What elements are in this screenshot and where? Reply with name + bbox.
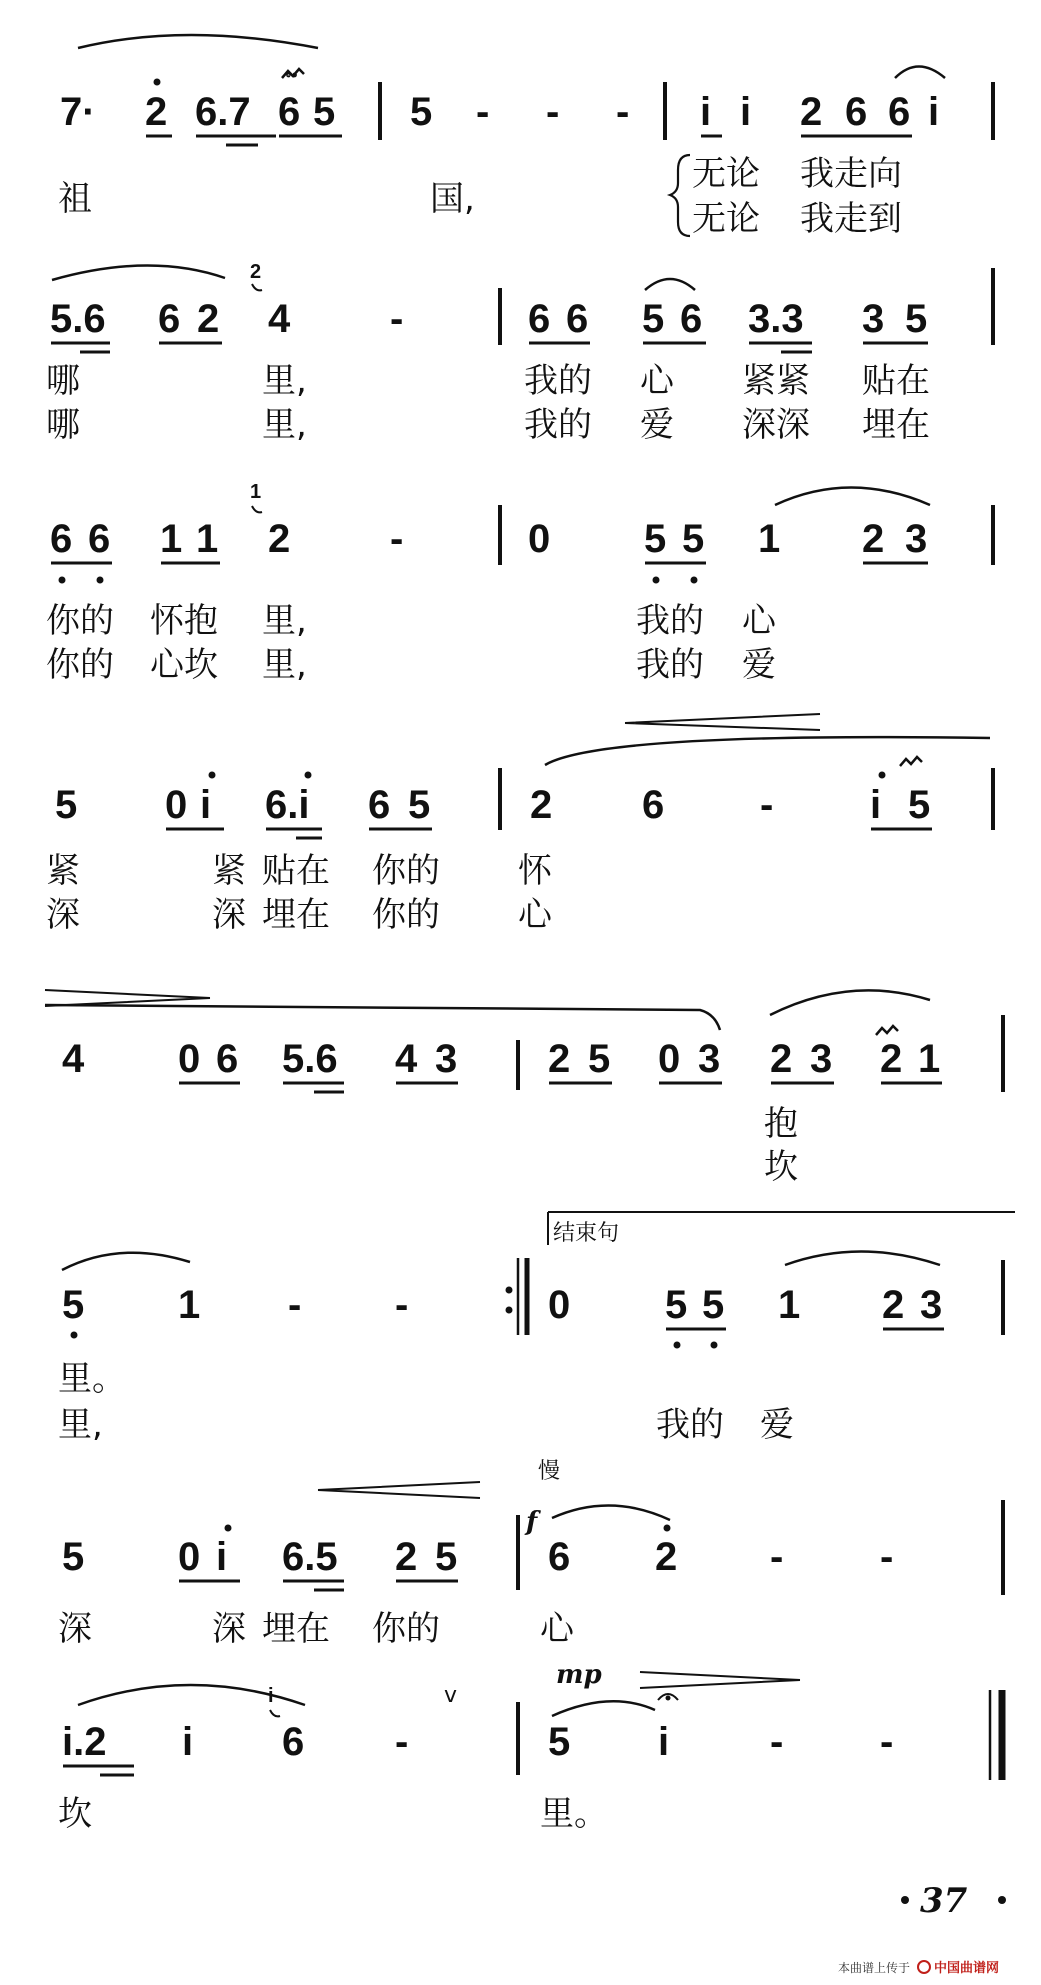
- octave-dot: [71, 1332, 78, 1339]
- note: -: [760, 783, 774, 827]
- note: i: [182, 1720, 194, 1764]
- note: -: [390, 517, 404, 561]
- mordent-icon: [876, 1026, 898, 1035]
- note: 4: [62, 1037, 85, 1081]
- note: 3: [905, 517, 928, 561]
- lyric-syllable: 心: [640, 361, 674, 401]
- page-number-dot: [998, 1896, 1006, 1904]
- note: 2: [655, 1535, 678, 1579]
- note: -: [395, 1283, 409, 1327]
- note: 5: [682, 517, 705, 561]
- note: 6: [528, 297, 551, 341]
- lyric-syllable: 深: [212, 895, 246, 935]
- lyric-syllable: 坎: [764, 1147, 798, 1187]
- note: 2: [770, 1037, 793, 1081]
- slur-mark: [78, 35, 318, 48]
- lyric-syllable: 心: [540, 1609, 574, 1649]
- site-logo-icon: [918, 1961, 930, 1973]
- diminuendo-hairpin: [640, 1672, 800, 1688]
- note: 5: [62, 1535, 85, 1579]
- note: 1: [758, 517, 781, 561]
- note: -: [880, 1535, 894, 1579]
- note: 2: [548, 1037, 571, 1081]
- note: 5: [702, 1283, 725, 1327]
- note: -: [288, 1283, 302, 1327]
- lyric-syllable: 哪: [46, 361, 80, 401]
- note: 1: [196, 517, 219, 561]
- note: 0: [548, 1283, 571, 1327]
- note: 0: [178, 1037, 201, 1081]
- octave-dot: [225, 1525, 232, 1532]
- repeat-dot: [506, 1307, 513, 1314]
- note: 3: [862, 297, 885, 341]
- note: i: [658, 1720, 670, 1764]
- lyric-syllable: 祖: [58, 179, 92, 219]
- note: 2: [880, 1037, 903, 1081]
- note: 0: [658, 1037, 681, 1081]
- note: 1: [778, 1283, 801, 1327]
- lyric-syllable: 心: [518, 895, 552, 935]
- lyric-syllable: 爱: [742, 645, 776, 685]
- lyric-syllable: 我的: [524, 405, 592, 445]
- dynamic-marking: mp: [556, 1660, 602, 1690]
- note: i: [870, 783, 882, 827]
- note: i: [700, 90, 712, 134]
- trill-mark: 𝆗: [286, 62, 298, 84]
- fermata-dot: [666, 1696, 671, 1701]
- slur-mark: [545, 737, 990, 765]
- note: 5: [435, 1535, 458, 1579]
- lyric-syllable: 深: [58, 1609, 92, 1649]
- note: 2: [882, 1283, 905, 1327]
- note: 5: [313, 90, 336, 134]
- lyric-syllable: 你的: [372, 895, 440, 935]
- octave-dot: [664, 1525, 671, 1532]
- lyric-syllable: 怀抱: [150, 601, 218, 641]
- system-1: [58, 35, 993, 239]
- octave-dot: [97, 577, 104, 584]
- lyric-syllable: 里。: [540, 1794, 608, 1834]
- crescendo-hairpin: [625, 714, 820, 730]
- page-footer: [838, 1881, 1006, 1976]
- note: -: [880, 1720, 894, 1764]
- lyric-syllable: 埋在: [262, 1609, 330, 1649]
- note: 3: [810, 1037, 833, 1081]
- system-4: [46, 714, 993, 935]
- octave-dot: [691, 577, 698, 584]
- system-8: [58, 1660, 1002, 1834]
- lyric-syllable: 你的: [372, 1609, 440, 1649]
- lyric-syllable: 紧: [46, 851, 80, 891]
- system-5: [45, 990, 1003, 1187]
- lyric-syllable: 国,: [430, 179, 475, 219]
- lyric-syllable: 我走向: [800, 154, 902, 194]
- lyric-syllable: 你的: [46, 601, 114, 641]
- lyric-syllable: 无论: [692, 199, 760, 239]
- grace-tie: [252, 284, 262, 290]
- note: 0: [528, 517, 551, 561]
- lyric-syllable: 我的: [524, 361, 592, 401]
- note: 3: [920, 1283, 943, 1327]
- lyric-syllable: 爱: [640, 405, 674, 445]
- diminuendo-hairpin: [45, 990, 210, 1006]
- system-7: [58, 1459, 1003, 1649]
- verse-brace: [670, 155, 690, 236]
- note: 6: [282, 1720, 305, 1764]
- note: 5.6: [50, 297, 106, 341]
- repeat-dot: [506, 1287, 513, 1294]
- note: 3: [435, 1037, 458, 1081]
- lyric-syllable: 贴在: [262, 851, 330, 891]
- lyric-syllable: 坎: [58, 1794, 92, 1834]
- lyric-syllable: 深: [46, 895, 80, 935]
- lyric-syllable: 我的: [636, 645, 704, 685]
- note: -: [770, 1720, 784, 1764]
- lyric-syllable: 里,: [58, 1405, 103, 1445]
- page-number: 37: [920, 1881, 968, 1921]
- note: 5: [908, 783, 931, 827]
- note: 6: [642, 783, 665, 827]
- note: 3: [698, 1037, 721, 1081]
- lyric-syllable: 贴在: [862, 361, 930, 401]
- octave-dot: [879, 772, 886, 779]
- note: 5: [665, 1283, 688, 1327]
- note: 6: [50, 517, 73, 561]
- note: 5: [408, 783, 431, 827]
- note: 5: [642, 297, 665, 341]
- lyric-syllable: 深深: [742, 405, 810, 445]
- note: 6: [88, 517, 111, 561]
- note: i: [200, 783, 212, 827]
- note: 5: [644, 517, 667, 561]
- note: 6.5: [282, 1535, 338, 1579]
- lyric-syllable: 无论: [692, 154, 760, 194]
- note: 5: [410, 90, 433, 134]
- note: 2: [197, 297, 220, 341]
- lyric-syllable: 心坎: [150, 645, 218, 685]
- note: 1: [160, 517, 183, 561]
- octave-dot: [59, 577, 66, 584]
- grace-tie: [270, 1710, 280, 1716]
- note: -: [395, 1720, 409, 1764]
- system-3: [46, 481, 993, 685]
- note: 5: [55, 783, 78, 827]
- note: -: [476, 90, 490, 134]
- lyric-syllable: 我的: [656, 1405, 724, 1445]
- note: -: [546, 90, 560, 134]
- grace-note: 1: [250, 481, 262, 503]
- lyric-syllable: 里,: [262, 645, 307, 685]
- slur-mark: [552, 1701, 655, 1716]
- slur-mark: [645, 279, 695, 290]
- tempo-marking: 慢: [538, 1459, 561, 1484]
- note: -: [390, 297, 404, 341]
- section-label: 结束句: [553, 1221, 620, 1246]
- grace-note: 2: [250, 261, 262, 283]
- note: 6: [680, 297, 703, 341]
- note: -: [616, 90, 630, 134]
- dynamic-marking: f: [526, 1507, 538, 1537]
- note: 6: [158, 297, 181, 341]
- note: 4: [395, 1037, 418, 1081]
- note: 6.i: [265, 783, 310, 827]
- lyric-syllable: 我走到: [800, 199, 902, 239]
- octave-dot: [305, 772, 312, 779]
- note: 6: [888, 90, 911, 134]
- lyric-syllable: 埋在: [862, 405, 930, 445]
- note: 7·: [60, 90, 96, 134]
- note: 5: [588, 1037, 611, 1081]
- note: 6: [216, 1037, 239, 1081]
- lyric-syllable: 你的: [372, 851, 440, 891]
- crescendo-hairpin: [318, 1482, 480, 1498]
- slur-mark: [775, 488, 930, 506]
- lyric-syllable: 埋在: [262, 895, 330, 935]
- note: 2: [530, 783, 553, 827]
- lyric-syllable: 里,: [262, 405, 307, 445]
- note: 1: [918, 1037, 941, 1081]
- octave-dot: [154, 79, 161, 86]
- note: 3.3: [748, 297, 804, 341]
- note: -: [770, 1535, 784, 1579]
- note: 0: [178, 1535, 201, 1579]
- slur-mark: [45, 1005, 720, 1030]
- grace-tie: [252, 506, 262, 512]
- slur-mark: [62, 1253, 190, 1270]
- note: 2: [395, 1535, 418, 1579]
- note: 2: [862, 517, 885, 561]
- lyric-syllable: 爱: [760, 1405, 794, 1445]
- breath-mark: v: [444, 1683, 458, 1708]
- slur-mark: [785, 1252, 940, 1266]
- lyric-syllable: 紧紧: [742, 361, 810, 401]
- page-number-dot: [901, 1896, 909, 1904]
- slur-mark: [770, 990, 930, 1015]
- system-6: [58, 1212, 1015, 1445]
- note: 6.7: [195, 90, 251, 134]
- system-2: [46, 261, 993, 445]
- lyric-syllable: 哪: [46, 405, 80, 445]
- lyric-syllable: 里,: [262, 601, 307, 641]
- note: 6: [368, 783, 391, 827]
- note: i: [928, 90, 940, 134]
- note: i.2: [62, 1720, 107, 1764]
- note: 2: [800, 90, 823, 134]
- note: 2: [145, 90, 168, 134]
- grace-note: i: [268, 1685, 274, 1707]
- note: 4: [268, 297, 291, 341]
- note: 5.6: [282, 1037, 338, 1081]
- mordent-icon: [900, 757, 922, 766]
- footer-site-name: 中国曲谱网: [934, 1961, 1000, 1976]
- lyric-syllable: 怀: [518, 851, 552, 891]
- lyric-syllable: 你的: [46, 645, 114, 685]
- slur-mark: [895, 67, 945, 79]
- lyric-syllable: 紧: [212, 851, 246, 891]
- lyric-syllable: 里。: [58, 1359, 126, 1399]
- lyric-syllable: 里,: [262, 361, 307, 401]
- note: 1: [178, 1283, 201, 1327]
- lyric-syllable: 抱: [764, 1104, 798, 1144]
- note: i: [740, 90, 752, 134]
- octave-dot: [653, 577, 660, 584]
- octave-dot: [674, 1342, 681, 1349]
- note: 5: [905, 297, 928, 341]
- slur-mark: [52, 265, 225, 280]
- note: 2: [268, 517, 291, 561]
- footer-upload-note: 本曲谱上传于: [838, 1961, 911, 1975]
- octave-dot: [711, 1342, 718, 1349]
- note: 6: [566, 297, 589, 341]
- note: 6: [278, 90, 301, 134]
- note: 5: [548, 1720, 571, 1764]
- octave-dot: [209, 772, 216, 779]
- note: i: [216, 1535, 228, 1579]
- lyric-syllable: 我的: [636, 601, 704, 641]
- slur-mark: [552, 1505, 670, 1520]
- lyric-syllable: 心: [742, 601, 776, 641]
- note: 6: [548, 1535, 571, 1579]
- lyric-syllable: 深: [212, 1609, 246, 1649]
- note: 0: [165, 783, 188, 827]
- note: 6: [845, 90, 868, 134]
- note: 5: [62, 1283, 85, 1327]
